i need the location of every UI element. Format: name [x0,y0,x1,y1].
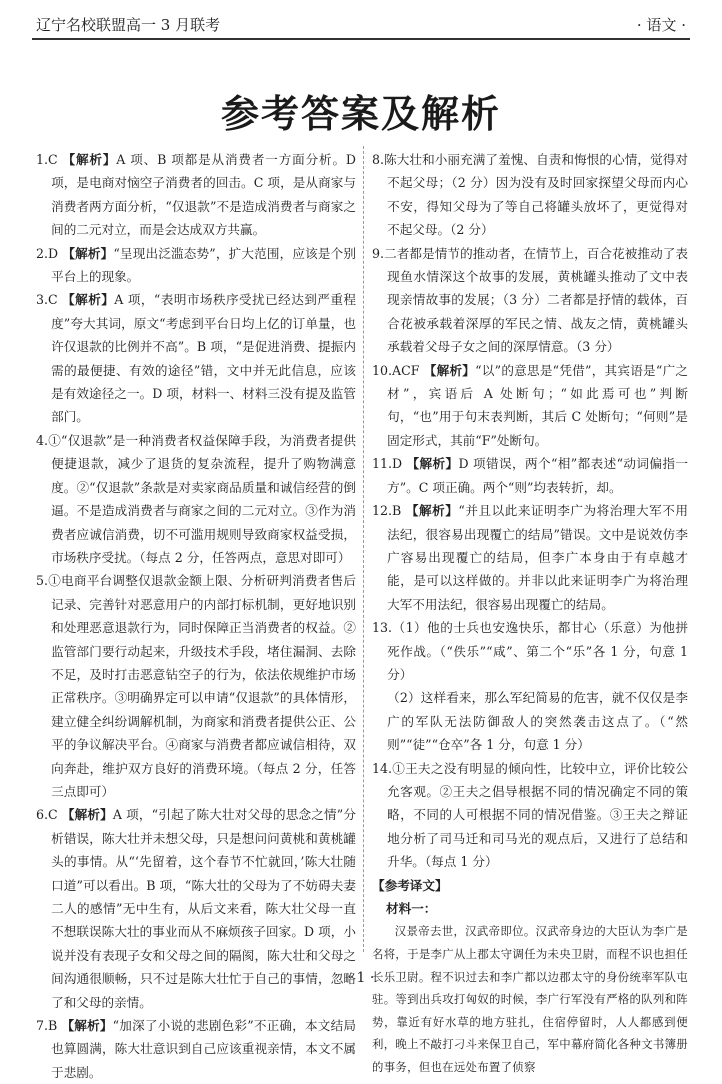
answer-text: “加深了小说的悲剧色彩”不正确，本文结局也算圆满，陈大壮意识到自己应该重视亲情，本文不属于悲剧。 [51,1018,356,1080]
answer-choice: C [48,807,58,823]
page-title: 参考答案及解析 [220,92,501,136]
answer-text: ①王夫之没有明显的倾向性，比较中立，评价比较公允客观。②王夫之倡导根据不同的情况确定不同的策略，不同的人可根据不同的情况借鉴。③王夫之辩证地分析了司马迁和司马光的观点后，又进行了总结和升华。（每点 1 分） [387,760,688,870]
answer-number: 6. [36,807,49,823]
answer-number: 3. [36,292,49,308]
answer-item [372,242,688,359]
answer-item [36,288,356,428]
answer-text: 二者都是情节的推动者，在情节上，百合花被推动了表现鱼水情深这个故事的发展，黄桃罐头推动了文中表现亲情故事的发展；（3 分）二者都是抒情的载体，百合花被承载着深厚的军民之情、战友之情，黄桃罐头承载着父母子女之间的深厚情意。（3 分） [384,245,688,355]
answer-number: 9. [372,245,385,261]
answer-item [372,148,688,242]
answer-number: 14. [372,760,393,776]
analysis-tag: 【解析】 [405,503,459,519]
analysis-tag: 【解析】 [62,292,115,308]
answer-number: 11. [372,456,393,472]
answer-text: “呈现出泛滥态势”，扩大范围，应该是个别平台上的现象。 [51,245,356,285]
answer-text: ①“仅退款”是一种消费者权益保障手段，为消费者提供便捷退款，减少了退货的复杂流程，提升了购物满意度。②“仅退款”条款是对卖家商品质量和诚信经营的倒逼。不是造成消费者与商家之间的二元对立。③作为消费者应诚信消费，切不可滥用规则导致商家权益受损，市场秩序受扰。（每点 2 分，任答两点，意思对即可） [48,432,356,565]
answer-number: 1. [36,152,49,167]
answer-choice: B [392,503,402,519]
answer-number: 12. [372,503,393,519]
answer-text: A 项、B 项都是从消费者一方面分析。D 项，是电商对恼空子消费者的回击。C 项，是从商家与消费者两方面分析，“仅退款”不是造成消费者与商家之间的二元对立，而是会达成双方共赢。 [51,152,357,238]
answer-item [372,499,688,616]
answer-choice: ACF [392,362,420,378]
analysis-tag: 【解析】 [406,456,459,472]
answer-number: 5. [36,573,49,589]
answer-item [372,616,688,686]
answer-item [372,452,688,499]
answer-text: A 项，“表明市场秩序受扰已经达到严重程度”夸大其词，原文“考虑到平台日均上亿的订单量，也许仅退款的比例并不高”。B 项，“是促进消费、提振内需的最便捷、有效的途径”错，文中并无此信息，应该是有效途径之一。D 项，材料一、材料三没有提及监管部门。 [51,292,356,425]
page-number: · 1 · [347,970,375,986]
analysis-tag: 【解析】 [61,807,113,823]
answer-item [372,359,688,453]
answer-item [36,429,356,569]
reference-heading: 【参考译文】 [372,877,448,893]
analysis-tag: 【解析】 [62,245,114,261]
answer-choice: B [48,1018,58,1034]
column-divider [363,146,364,952]
answer-choice: C [48,152,58,167]
answer-text: A 项，“引起了陈大壮对父母的思念之情”分析错误，陈大壮并未想父母，只是想问问黄桃和黄桃罐头的事情。从“‘先留着，这个春节不忙就回，’陈大壮随口道”可以看出。B 项，“陈大壮的父母为了不妨碍夫妻二人的感情”无中生有，从后文来看，陈大壮父母一直不想联误陈大壮的事业而从不麻烦孩子回家。D 项，小说并没有表现子女和父母之间的隔阂，陈大壮和父母之间沟通很顺畅，只不过是陈大壮忙于自己的事情，忽略了和父母的亲情。 [51,807,356,1010]
answer-item [36,1014,356,1084]
answer-number: 7. [36,1018,49,1034]
answer-item [36,148,356,242]
analysis-tag: 【解析】 [62,152,117,167]
answer-number: 10. [372,362,393,378]
answer-subtext: （2）这样看来，那么军纪简易的危害，就不仅仅是李广的军队无法防御敌人的突然袭击这点了。（“然则”“徒”“仓卒”各 1 分，句意 1 分） [387,690,688,753]
answer-text: “以”的意思是“凭借”，其宾语是“广之材”，宾语后 A 处断句；“如此焉可也”判断句，“也”用于句末表判断，其后 C 处断句；“何则”是固定形式，其前“F”处断句。 [387,362,688,448]
answer-item [36,242,356,289]
answer-number: 13. [372,620,393,636]
answer-choice: C [48,292,58,308]
answer-text: ①电商平台调整仅退款金额上限、分析研判消费者售后记录、完善针对恶意用户的内部打标机制，更好地识别和处理恶意退款行为，同时保障正当消费者的权益。②监管部门要行动起来，升级技术手段，堵住漏洞、去除不足，及时打击恶意钻空子的行为，依法依规维护市场正常秩序。③明确界定可以申请“仅退款”的具体情形，建立健全纠纷调解机制，为商家和消费者提供公正、公平的争议解决平台。④商家与消费者都应诚信相待，双向奔赴，维护双方良好的消费环境。（每点 2 分，任答三点即可） [48,573,356,799]
analysis-tag: 【解析】 [423,362,476,378]
answer-number: 4. [36,432,49,448]
translation-text: 汉景帝去世，汉武帝即位。汉武帝身边的大臣认为李广是名将，于是李广从上郡太守调任为未央卫尉，而程不识也担任长乐卫尉。程不识过去和李广都以边郡太守的身份统率军队屯驻。等到出兵攻打匈奴的时候，李广行军没有严格的队列和阵势，靠近有好水草的地方驻扎，住宿停留时，人人都感到便利，晚上不敲打刁斗来保卫自己，军中幕府简化各种文书簿册的事务，但也在远处布置了侦察 [372,924,688,1074]
left-column [36,148,356,1084]
analysis-tag: 【解析】 [61,1018,113,1034]
answer-text: D 项错误，两个“相”都表述“动词偏指一方”。C 项正确。两个“则”均表转折，却。 [387,456,688,495]
header-left: 辽宁名校联盟高一 3 月联考 [36,16,221,34]
answer-number: 2. [36,245,49,261]
answer-item [372,757,688,874]
answer-item [36,569,356,803]
right-column [372,148,688,1079]
material-heading: 材料一： [386,901,437,916]
answer-text: 陈大壮和小丽充满了羞愧、自责和悔恨的心情，觉得对不起父母；（2 分）因为没有及时回家探望父母而内心不安，得知父母为了等自己将罐头放坏了，更觉得对不起父母。（2 分） [384,152,688,238]
answer-choice: D [48,245,59,261]
answer-text: “并且以此来证明李广为将治理大军不用法纪，很容易出现覆亡的结局”错误。文中是说效仿李广容易出现覆亡的结局，但李广本身由于有卓越才能，是可以这样做的。并非以此来证明李广为将治理大军不用法纪，很容易出现覆亡的结局。 [387,503,688,612]
answer-text: （1）他的士兵也安逸快乐，都甘心（乐意）为他拼死作战。（“佚乐”“咸”、第二个“乐”各 1 分，句意 1 分） [387,620,688,682]
header-rule [32,38,690,40]
answer-number: 8. [372,152,385,167]
answer-choice: D [392,456,403,472]
header-right: · 语文 · [636,16,686,34]
